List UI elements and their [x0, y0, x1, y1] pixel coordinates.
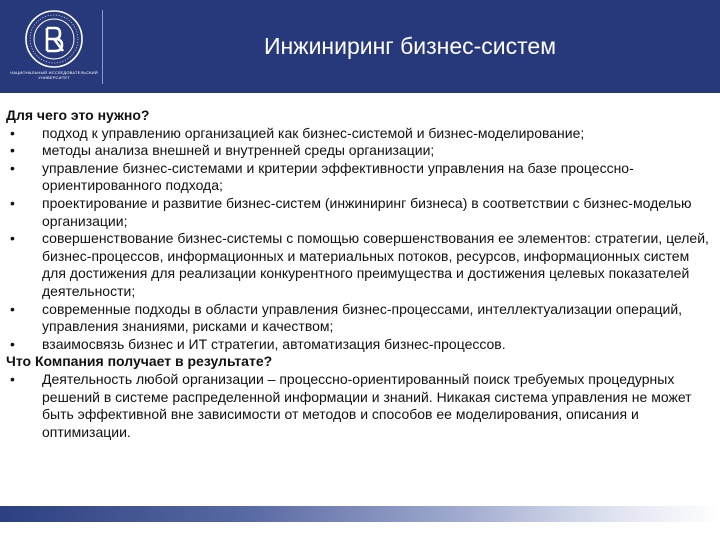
bullet: •	[10, 335, 15, 352]
bullet: •	[10, 124, 15, 141]
list-item: • современные подходы в области управления бизнес-процессами, интеллектуализации операций, управления знаниями, рисками и качеством;	[10, 300, 683, 335]
logo-emblem-icon	[10, 8, 98, 70]
list-item: • управление бизнес-системами и критерии эффективности управления на базе процессно-ориентированного подхода;	[10, 159, 634, 194]
slide-title: Инжиниринг бизнес-систем	[263, 33, 557, 59]
list-item: • Деятельность любой организации – процессно-ориентированный поиск требуемых процедурных решений в системе распределенной информации и знаний. Никакая система управления не может быть эффективной вне зависимости от методов и способов ее моделирования, описания и оптимизации.	[10, 370, 692, 440]
bullet: •	[10, 300, 15, 317]
section-heading-result: Что Компания получает в результате?	[6, 353, 273, 370]
slide-header	[0, 0, 720, 93]
bullet: •	[10, 370, 15, 387]
section-heading-purpose: Для чего это нужно?	[6, 107, 150, 123]
list-item: • взаимосвязь бизнес и ИТ стратегии, автоматизация бизнес-процессов.	[10, 335, 506, 352]
bullet: •	[10, 230, 15, 247]
list-item: • совершенствование бизнес-системы с помощью совершенствования ее элементов: стратегии, целей, бизнес-процессов, информационных и материальных потоков, ресурсов, информационных систем для достижения для реализации конкурентного преимущества и достижения целевых показателей деятельности;	[10, 230, 709, 299]
bullet: •	[10, 194, 15, 211]
list-item: • проектирование и развитие бизнес-систем (инжиниринг бизнеса) в соответствии с бизнес-моделью организации;	[10, 194, 692, 229]
header-divider	[102, 10, 103, 84]
footer-gradient-bar	[0, 506, 720, 522]
result-list	[6, 371, 712, 441]
slide-content	[6, 107, 712, 441]
bullet: •	[10, 142, 15, 159]
university-logo	[10, 8, 98, 90]
bullet: •	[10, 159, 15, 176]
purpose-list	[6, 125, 712, 354]
logo-caption: НАЦИОНАЛЬНЫЙ ИССЛЕДОВАТЕЛЬСКИЙ УНИВЕРСИТЕТ	[10, 70, 98, 80]
list-item: • методы анализа внешней и внутренней среды организации;	[10, 142, 435, 159]
list-item: • подход к управлению организацией как бизнес-системой и бизнес-моделирование;	[10, 124, 585, 141]
